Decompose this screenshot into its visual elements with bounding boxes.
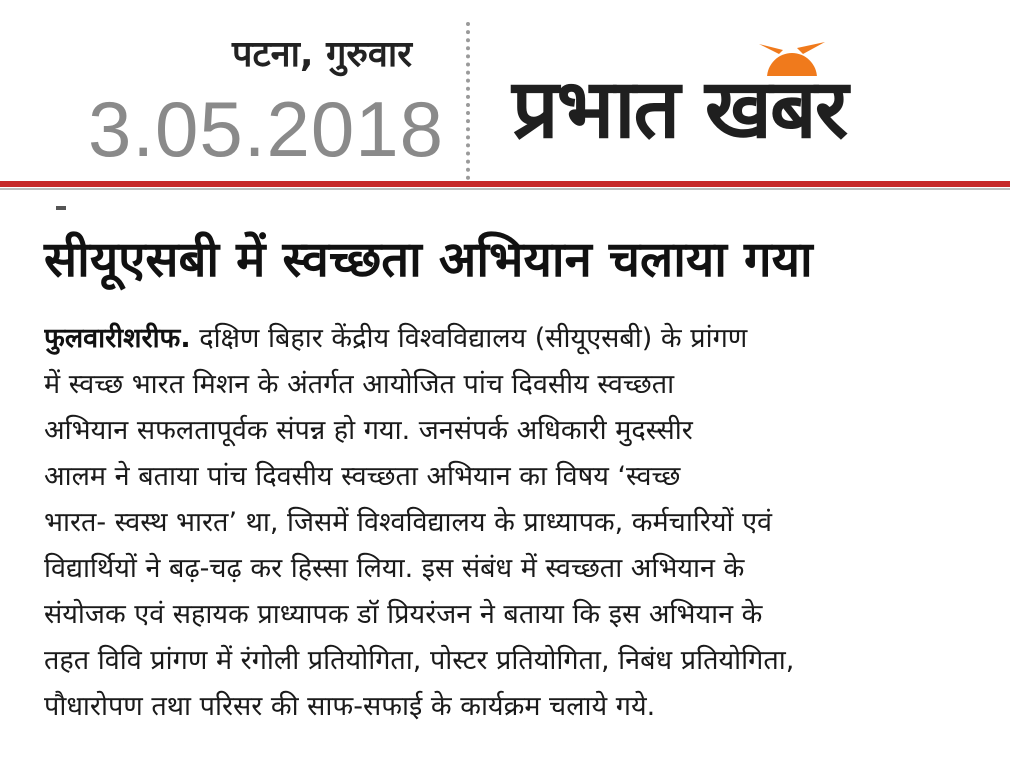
city-day-label: पटना, गुरुवार <box>232 34 412 75</box>
publication-date: 3.05.2018 <box>88 85 445 173</box>
article-line: में स्वच्छ भारत मिशन के अंतर्गत आयोजित पांच दिवसीय स्वच्छता <box>44 369 675 400</box>
print-speck <box>56 206 66 210</box>
article-line: भारत- स्वस्थ भारत’ था, जिसमें विश्वविद्यालय के प्राध्यापक, कर्मचारियों एवं <box>44 507 773 538</box>
newspaper-masthead <box>0 0 1024 182</box>
article-line: पौधारोपण तथा परिसर की साफ-सफाई के कार्यक्रम चलाये गये. <box>44 691 656 722</box>
article-line: विद्यार्थियों ने बढ़-चढ़ कर हिस्सा लिया. इस संबंध में स्वच्छता अभियान के <box>44 553 745 584</box>
article-line: संयोजक एवं सहायक प्राध्यापक डॉ प्रियरंजन ने बताया कि इस अभियान के <box>44 599 763 630</box>
article-line <box>44 316 994 362</box>
logo-wordmark: प्रभात खबर <box>512 62 847 157</box>
masthead-grey-rule <box>0 188 1010 190</box>
article-line-text: दक्षिण बिहार केंद्रीय विश्वविद्यालय (सीयूएसबी) के प्रांगण <box>199 323 748 354</box>
masthead-red-rule <box>0 181 1010 187</box>
article-line: अभियान सफलतापूर्वक संपन्न हो गया. जनसंपर्क अधिकारी मुदस्सीर <box>44 415 693 446</box>
article-dateline: फुलवारीशरीफ. <box>44 323 191 354</box>
newspaper-logo <box>512 40 982 160</box>
article-line: तहत विवि प्रांगण में रंगोली प्रतियोगिता, पोस्टर प्रतियोगिता, निबंध प्रतियोगिता, <box>44 645 795 676</box>
article-headline: सीयूएसबी में स्वच्छता अभियान चलाया गया <box>44 231 813 288</box>
article-line: आलम ने बताया पांच दिवसीय स्वच्छता अभियान का विषय ‘स्वच्छ <box>44 461 681 492</box>
article-body <box>44 316 994 730</box>
masthead-divider <box>466 22 470 180</box>
